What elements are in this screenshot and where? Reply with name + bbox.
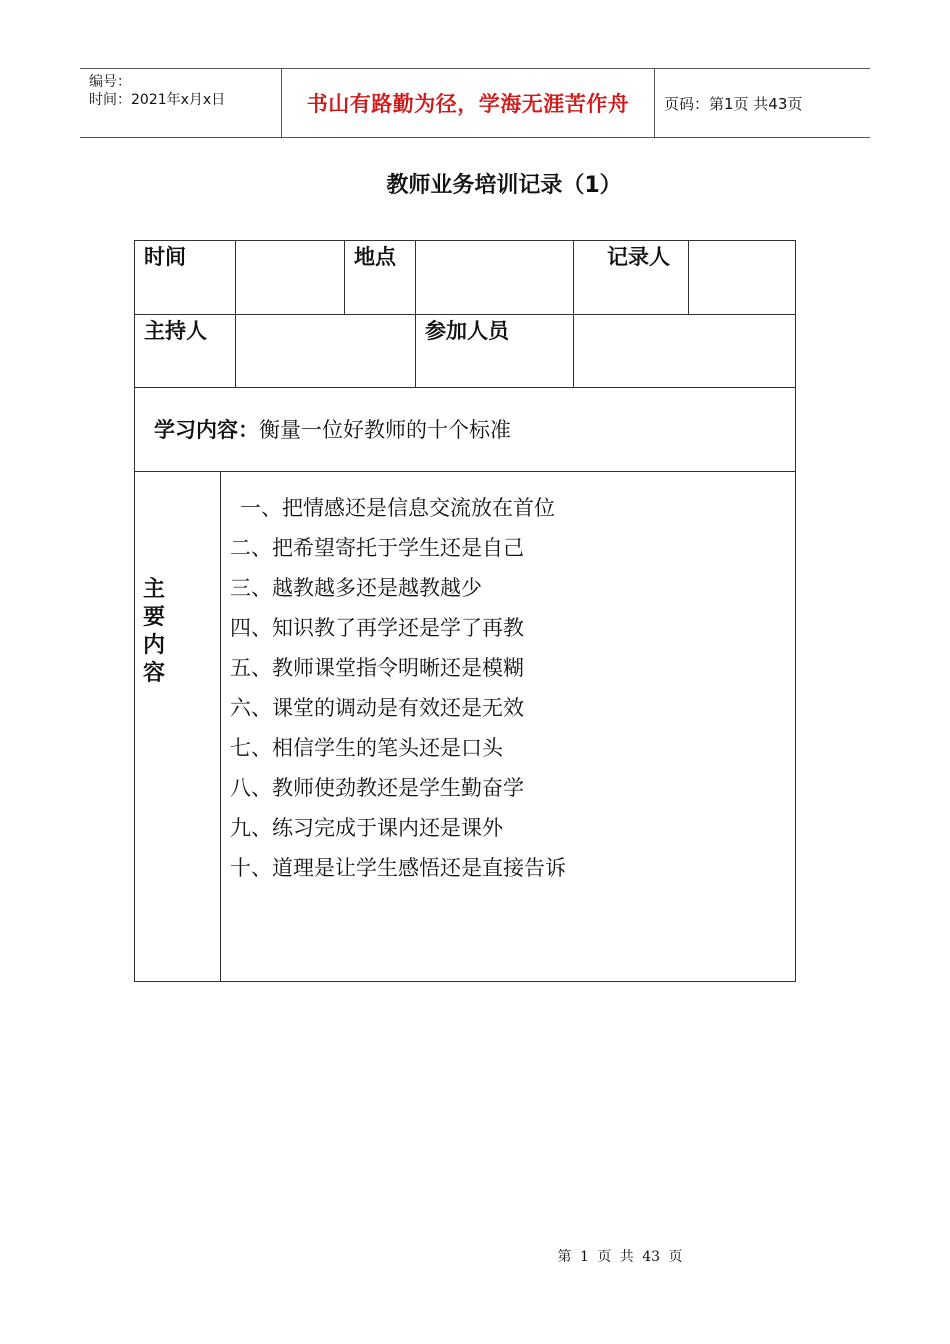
list-item: 十、道理是让学生感悟还是直接告诉 (230, 856, 566, 880)
list-item: 四、知识教了再学还是学了再教 (230, 616, 524, 640)
footer-page-word: 页 (597, 1249, 612, 1265)
place-label: 地点 (354, 245, 396, 269)
header-meta (89, 73, 225, 109)
list-item: 二、把希望寄托于学生还是自己 (230, 536, 524, 560)
row2-divider-b (415, 314, 416, 387)
table-border-bottom (134, 981, 796, 982)
recorder-label: 记录人 (607, 245, 670, 269)
footer-total-word: 共 (619, 1249, 634, 1265)
time-label: 时间 (144, 245, 186, 269)
header-divider-right (654, 69, 655, 137)
list-item: 五、教师课堂指令明晰还是模糊 (230, 656, 524, 680)
host-label: 主持人 (144, 319, 207, 343)
list-item: 八、教师使劲教还是学生勤奋学 (230, 776, 524, 800)
main-content-label-char: 主 (142, 577, 165, 602)
serial-label: 编号： (89, 74, 131, 90)
row1-divider-a (235, 240, 236, 314)
content-divider (220, 471, 221, 981)
main-content-label (142, 576, 166, 688)
page-footer (0, 1246, 950, 1266)
list-item: 九、练习完成于课内还是课外 (230, 816, 503, 840)
header-motto: 书山有路勤为径，学海无涯苦作舟 (306, 92, 630, 116)
list-item: 三、越教越多还是越教越少 (230, 576, 482, 600)
list-item: 一、把情感还是信息交流放在首位 (240, 496, 555, 520)
footer-prefix: 第 (557, 1249, 572, 1265)
main-content-label-char: 容 (142, 661, 165, 686)
header-page-code: 页码：第1页 共43页 (664, 94, 803, 113)
footer-suffix: 页 (668, 1249, 683, 1265)
main-content-label-char: 内 (142, 633, 165, 658)
participants-label: 参加人员 (425, 319, 509, 343)
list-item: 七、相信学生的笔头还是口头 (230, 736, 503, 760)
table-border-left (134, 240, 135, 982)
footer-page-number: 1 (579, 1249, 589, 1265)
study-content-label: 学习内容： (154, 418, 259, 442)
footer-total-pages: 43 (642, 1249, 661, 1265)
list-item: 六、课堂的调动是有效还是无效 (230, 696, 524, 720)
row1-divider-d (573, 240, 574, 314)
row1-divider-b (344, 240, 345, 314)
page-header (80, 68, 870, 138)
document-title: 教师业务培训记录（1） (386, 173, 622, 198)
row-divider-2 (134, 387, 796, 388)
date-line: 时间：2021年x月x日 (89, 92, 226, 108)
row1-divider-e (688, 240, 689, 314)
study-content-value: 衡量一位好教师的十个标准 (259, 418, 511, 442)
row2-divider-c (573, 314, 574, 387)
row-divider-3 (134, 471, 796, 472)
main-content-label-char: 要 (142, 605, 165, 630)
table-border-right (795, 240, 796, 982)
row2-divider-a (235, 314, 236, 387)
standards-list (230, 488, 566, 888)
row1-divider-c (415, 240, 416, 314)
record-table (134, 240, 796, 982)
study-content-row (154, 416, 511, 444)
table-border-top (134, 240, 796, 241)
row-divider-1 (134, 314, 796, 315)
